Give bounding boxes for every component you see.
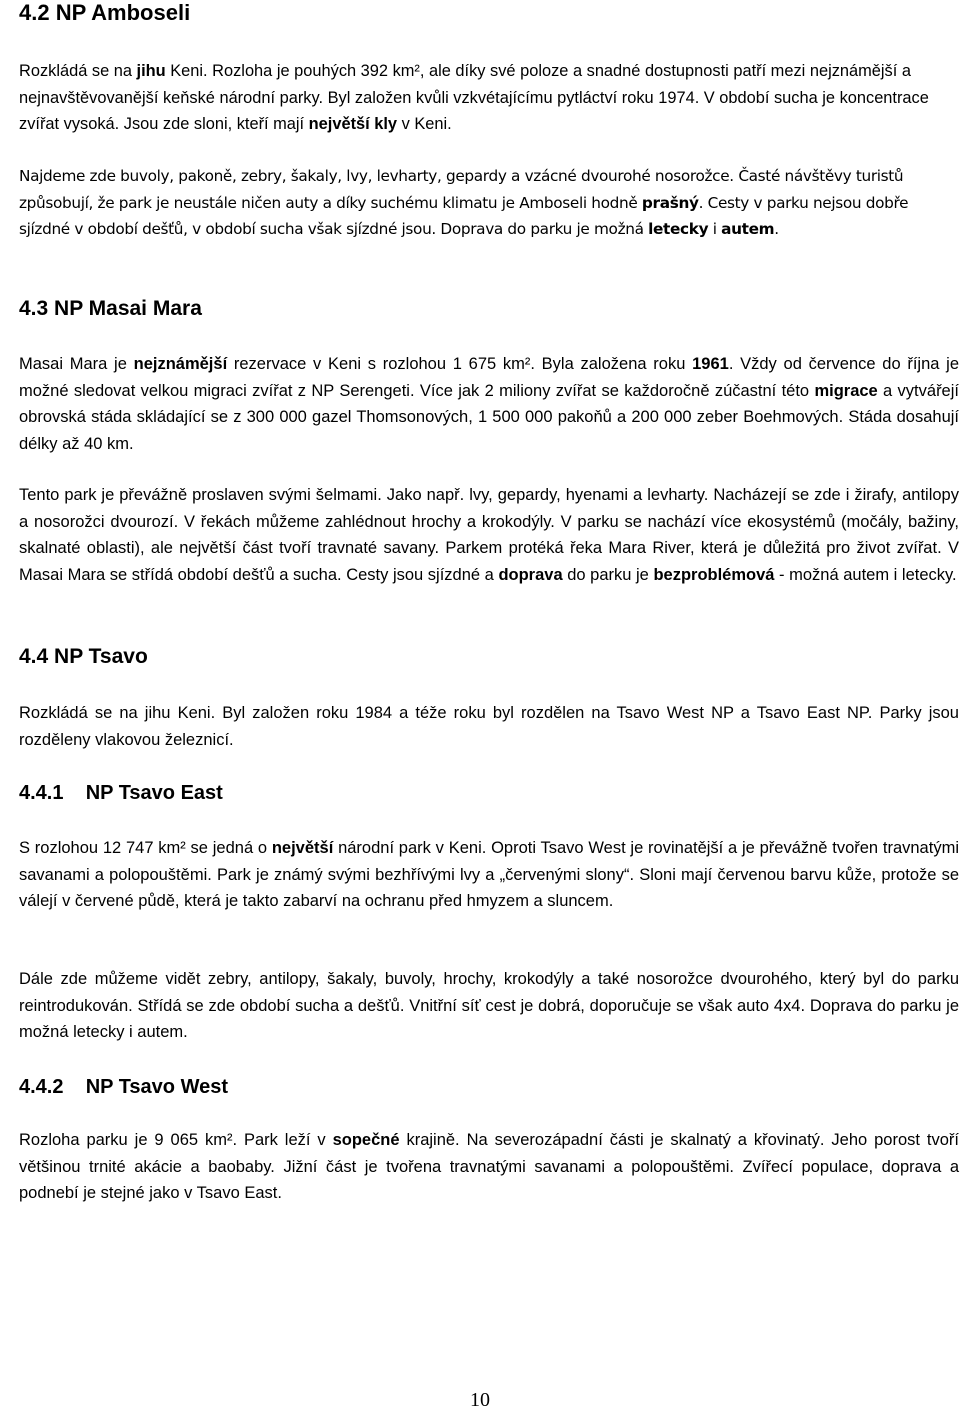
- section-heading-tsavo: 4.4 NP Tsavo: [19, 645, 148, 668]
- bold-text: doprava: [498, 565, 563, 584]
- paragraph-tsavo-east-1: S rozlohou 12 747 km² se jedná o největší národní park v Keni. Oproti Tsavo West je rovinatější a je převážně tvořen travnatými savanami a polopouštěmi. Park je známý svými bezhřívými lvy a „červenými slony“. Sloni mají červenou barvu kůže, protože se válejí v červené půdě, která je takto zabarví na ochranu před hmyzem a sluncem.: [19, 839, 959, 910]
- paragraph-amboseli-2: Najdeme zde buvoly, pakoně, zebry, šakaly, lvy, levharty, gepardy a vzácné dvourohé nosorožce. Časté návštěvy turistů způsobují, že park je neustále ničen auty a díky suchému klimatu je Amboseli hodně prašný. Cesty v parku nejsou dobře sjízdné v období dešťů, v období sucha však sjízdné jsou. Doprava do parku je možná letecky i autem.: [19, 167, 909, 238]
- bold-text: prašný: [641, 193, 699, 212]
- bold-text: největší kly: [308, 115, 398, 133]
- section-heading-amboseli: 4.2 NP Amboseli: [19, 0, 191, 25]
- bold-text: jihu: [136, 62, 166, 80]
- bold-text: sopečné: [332, 1131, 400, 1149]
- bold-text: autem: [721, 220, 775, 238]
- paragraph-masai-mara-1: Masai Mara je nejznámější rezervace v Keni s rozlohou 1 675 km². Byla založena roku 1961. Vždy od července do října je možné sledovat velkou migraci zvířat z NP Serengeti. Více jak 2 miliony zvířat se každoročně zúčastní této migrace a vytvářejí obrovská stáda skládající se z 300 000 gazel Thomsonových, 1 500 000 pakoňů a 200 000 zeber Boehmových. Stáda dosahují délky až 40 km.: [19, 355, 959, 453]
- subsection-heading-tsavo-west: 4.4.2 NP Tsavo West: [19, 1076, 228, 1098]
- section-heading-masai-mara: 4.3 NP Masai Mara: [19, 297, 202, 320]
- paragraph-tsavo-1: Rozkládá se na jihu Keni. Byl založen roku 1984 a téže roku byl rozdělen na Tsavo West NP a Tsavo East NP. Parky jsou rozděleny vlakovou železnicí.: [19, 704, 959, 749]
- paragraph-tsavo-east-2: Dále zde můžeme vidět zebry, antilopy, šakaly, buvoly, hrochy, krokodýly a také nosorožce dvourohého, který byl do parku reintrodukován. Střídá se zde období sucha a dešťů. Vnitřní síť cest je dobrá, doporučuje se však auto 4x4. Doprava do parku je možná letecky i autem.: [19, 970, 959, 1041]
- bold-text: 1961: [692, 355, 729, 373]
- bold-text: migrace: [814, 381, 878, 400]
- bold-text: bezproblémová: [653, 565, 775, 584]
- subsection-heading-tsavo-east: 4.4.1 NP Tsavo East: [19, 782, 223, 804]
- bold-text: nejznámější: [133, 355, 228, 373]
- paragraph-amboseli-1: Rozkládá se na jihu Keni. Rozloha je pouhých 392 km², ale díky své poloze a snadné dostupnosti patří mezi nejznámější a nejnavštěvovanější keňské národní parky. Byl založen kvůli vzkvétajícímu pytláctví roku 1974. V období sucha je koncentrace zvířat vysoká. Jsou zde sloni, kteří mají největší kly v Keni.: [19, 62, 929, 133]
- page-number: 10: [470, 1389, 490, 1411]
- bold-text: letecky: [648, 220, 709, 238]
- bold-text: největší: [271, 839, 334, 857]
- paragraph-masai-mara-2: Tento park je převážně proslaven svými šelmami. Jako např. lvy, gepardy, hyenami a levharty. Nacházejí se zde i žirafy, antilopy a nosorožci dvourozí. V řekách můžeme zahlédnout hrochy a krokodýly. V parku se nachází více ekosystémů (močály, bažiny, skalnaté oblasti), ale největší část tvoří travnaté savany. Parkem protéká řeka Mara River, která je důležitá pro život zvířat. V Masai Mara se střídá období dešťů a sucha. Cesty jsou sjízdné a doprava do parku je bezproblémová - možná autem i letecky.: [19, 486, 959, 584]
- paragraph-tsavo-west-1: Rozloha parku je 9 065 km². Park leží v sopečné krajině. Na severozápadní části je skalnatý a křovinatý. Jeho porost tvoří většinou trnité akácie a baobaby. Jižní část je tvořena travnatými savanami a polopouštěmi. Zvířecí populace, doprava a podnebí je stejné jako v Tsavo East.: [19, 1131, 959, 1202]
